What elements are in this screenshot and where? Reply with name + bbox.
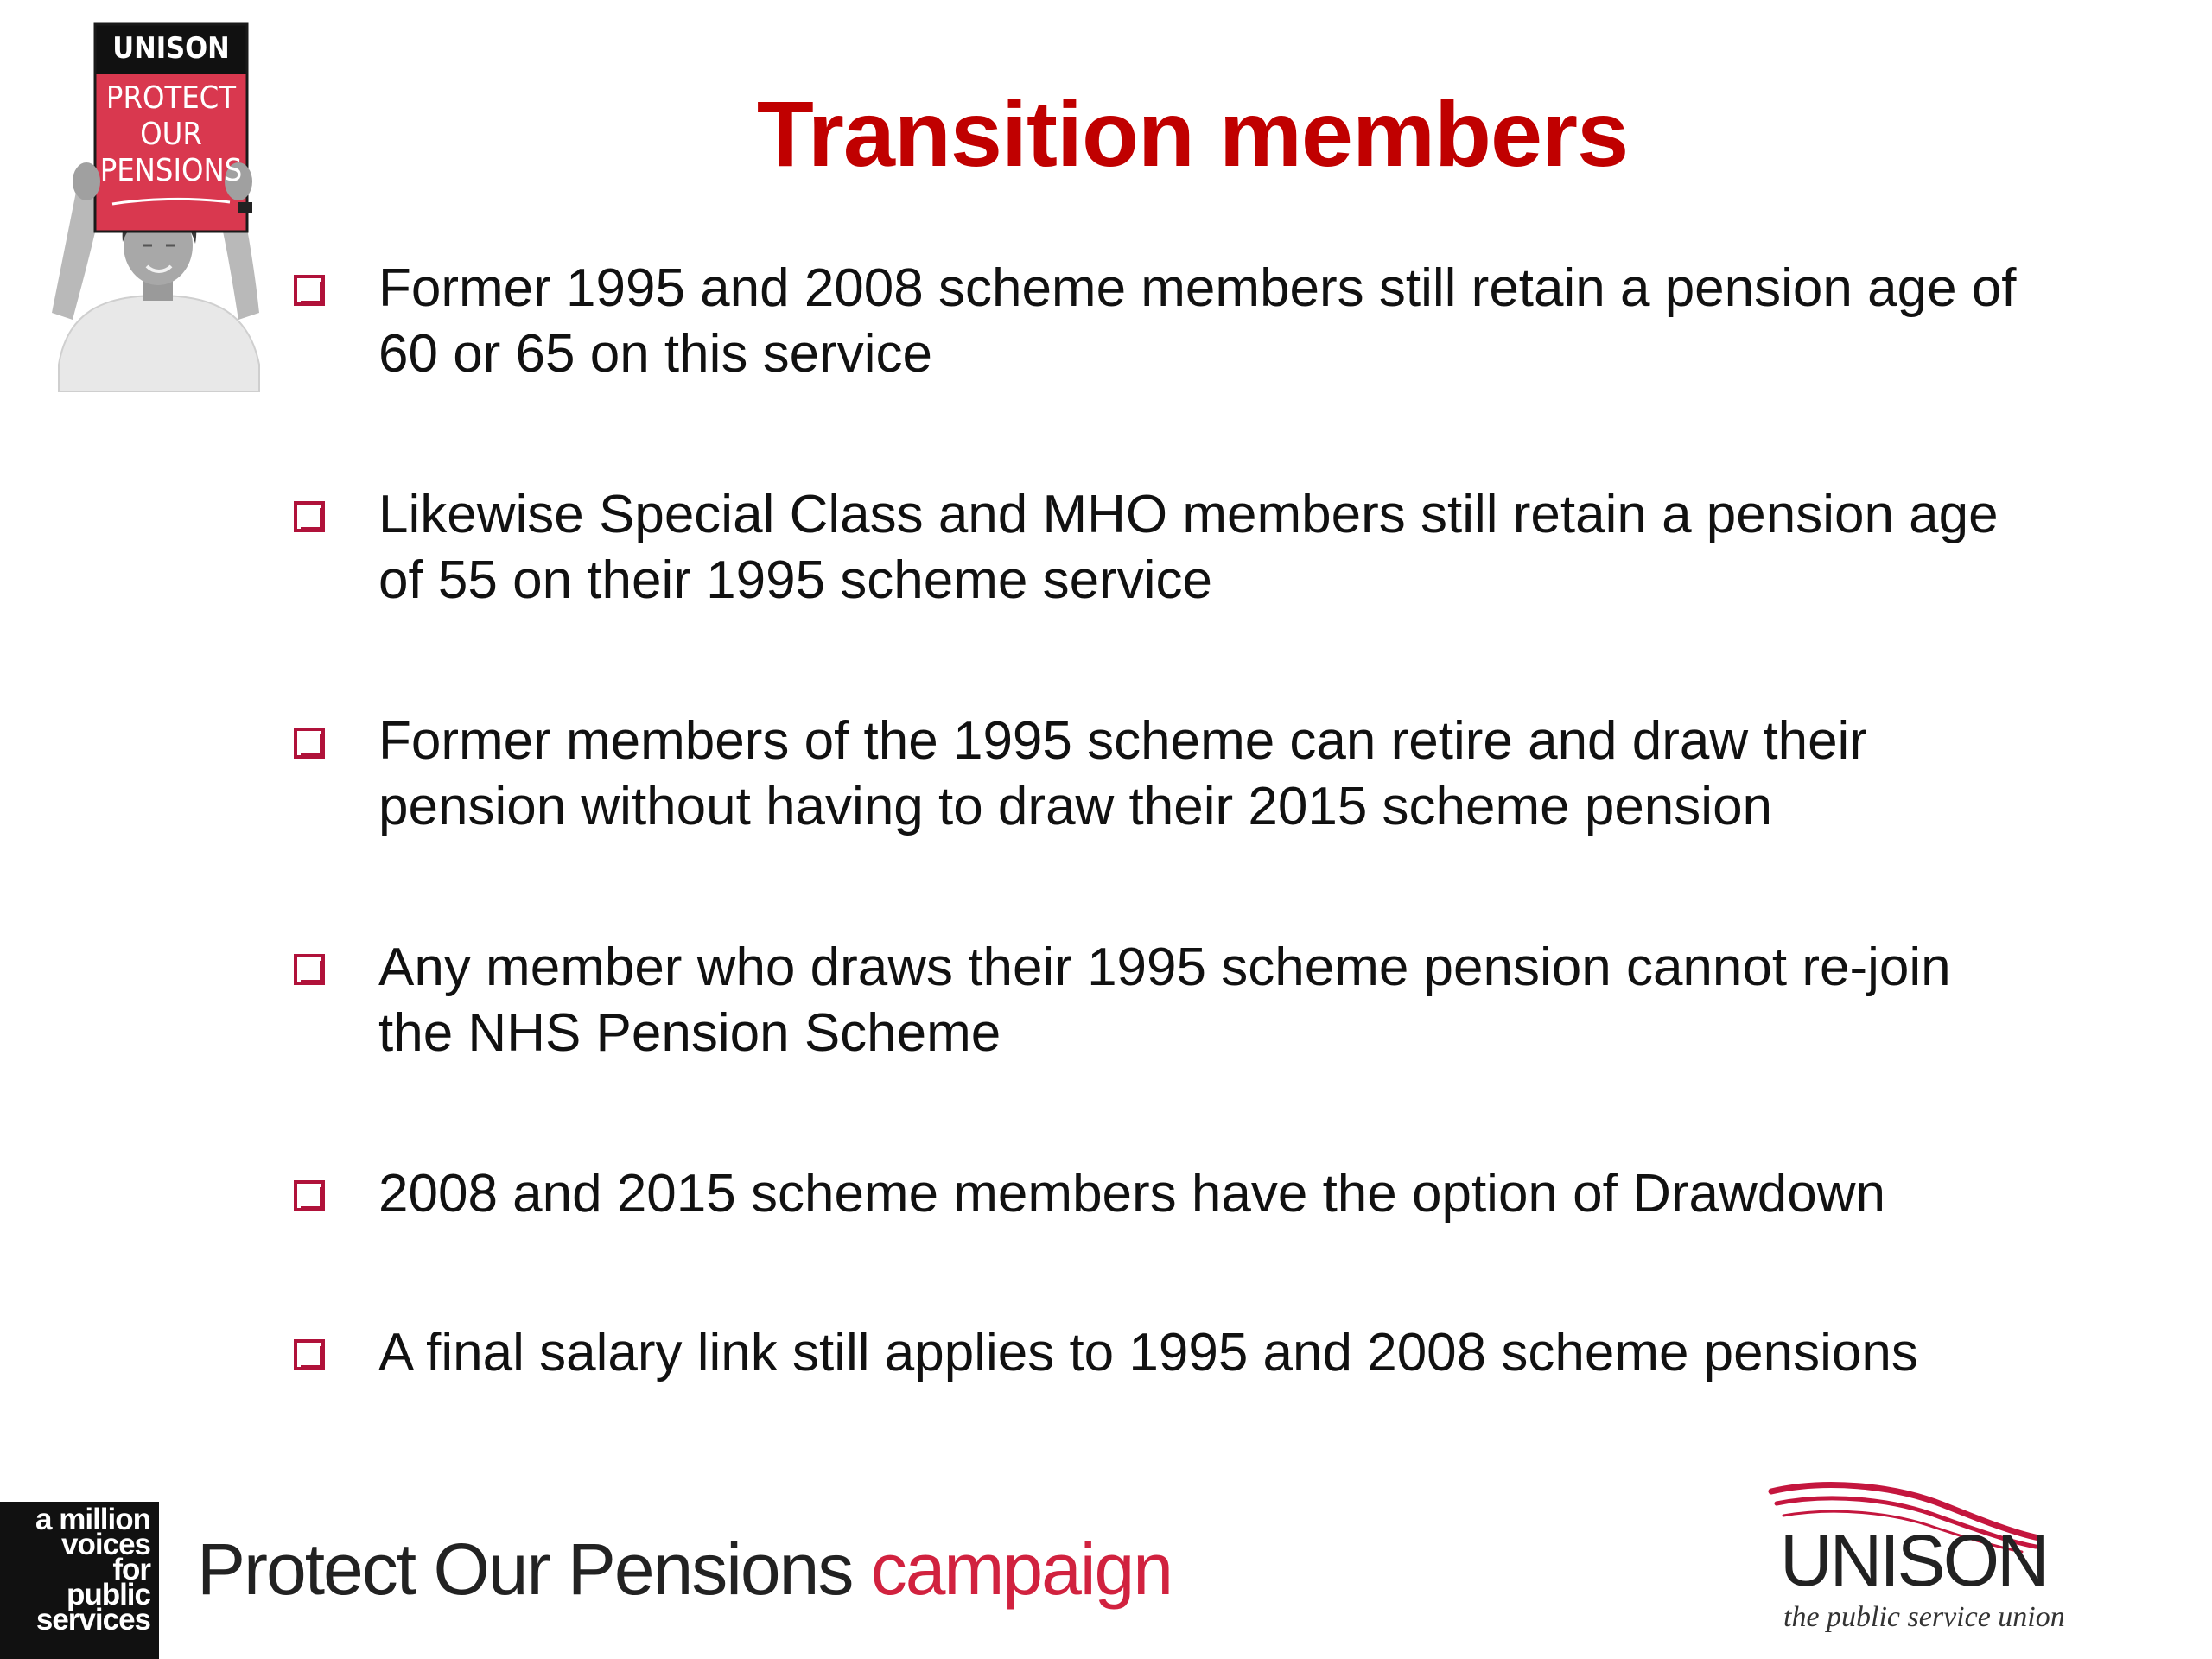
unison-logo xyxy=(1754,1469,2100,1642)
badge-line: services xyxy=(35,1603,150,1637)
checkbox-square-icon xyxy=(294,728,323,757)
placard-brand: UNISON xyxy=(112,31,230,66)
placard-line-1: PROTECT xyxy=(105,80,237,116)
bullet-item xyxy=(294,256,2143,387)
bullet-text: 2008 and 2015 scheme members have the option of Drawdown xyxy=(378,1164,1885,1224)
slide-title: Transition members xyxy=(756,81,1629,186)
placard-line-2: OUR xyxy=(140,117,202,152)
bullet-text: Any member who draws their 1995 scheme pension cannot re-join the NHS Pension Scheme xyxy=(378,938,1951,1063)
bullet-item xyxy=(294,1161,2143,1227)
campaign-accent-text: campaign xyxy=(870,1529,1172,1610)
placard-illustration xyxy=(41,19,275,392)
million-voices-badge xyxy=(0,1502,159,1659)
checkbox-square-icon xyxy=(294,1339,323,1369)
bullet-item xyxy=(294,709,2143,840)
bullet-item xyxy=(294,482,2143,613)
badge-line: a million xyxy=(35,1503,150,1536)
checkbox-square-icon xyxy=(294,954,323,983)
checkbox-square-icon xyxy=(294,501,323,531)
bullet-item xyxy=(294,935,2143,1066)
badge-line: voices xyxy=(61,1528,150,1561)
placard-line-3: PENSIONS xyxy=(99,153,243,188)
placard-person-graphic xyxy=(41,19,275,392)
bullet-text: Likewise Special Class and MHO members still retain a pension age of 55 on their 1995 scheme service xyxy=(378,485,1999,610)
unison-tagline: the public service union xyxy=(1783,1601,2065,1633)
bullet-text: A final salary link still applies to 1995 and 2008 scheme pensions xyxy=(378,1323,1918,1382)
bullet-text: Former members of the 1995 scheme can retire and draw their pension without having to draw their 2015 scheme pension xyxy=(378,711,1867,836)
bullet-text: Former 1995 and 2008 scheme members still retain a pension age of 60 or 65 on this service xyxy=(378,258,2017,384)
checkbox-square-icon xyxy=(294,275,323,304)
unison-wordmark: UNISON xyxy=(1780,1520,2047,1601)
bullet-item xyxy=(294,1320,2143,1386)
badge-line: for xyxy=(112,1553,150,1586)
campaign-main-text: Protect Our Pensions xyxy=(197,1529,853,1610)
checkbox-square-icon xyxy=(294,1180,323,1210)
badge-line: public xyxy=(66,1578,150,1611)
campaign-label xyxy=(197,1526,1172,1612)
